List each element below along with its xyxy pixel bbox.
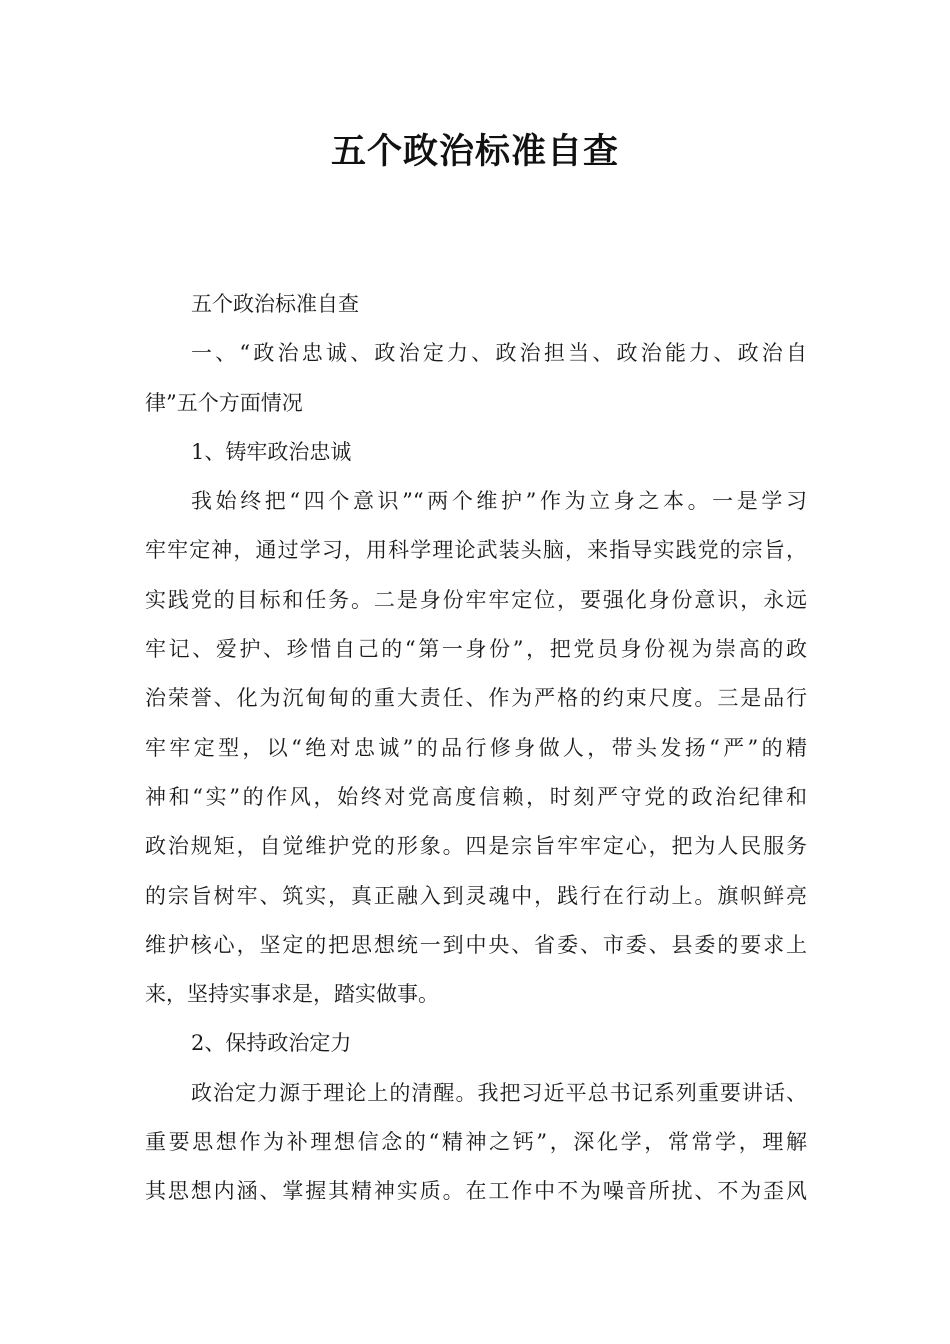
body-line: 我始终把“四个意识”“两个维护”作为立身之本。一是学习 xyxy=(191,489,807,514)
body-line: 政治定力源于理论上的清醒。我把习近平总书记系列重要讲话、 xyxy=(191,1080,807,1105)
body-line: 重要思想作为补理想信念的“精神之钙”，深化学，常常学，理解 xyxy=(145,1130,807,1155)
body-line: 一、“政治忠诚、政治定力、政治担当、政治能力、政治自 xyxy=(191,341,807,366)
body-line: 治荣誉、化为沉甸甸的重大责任、作为严格的约束尺度。三是品行 xyxy=(145,686,807,711)
body-line: 1、铸牢政治忠诚 xyxy=(191,439,352,464)
body-line: 五个政治标准自查 xyxy=(191,292,359,316)
body-line: 牢记、爱护、珍惜自己的“第一身份”，把党员身份视为崇高的政 xyxy=(145,637,807,662)
body-line: 神和“实”的作风，始终对党高度信赖，时刻严守党的政治纪律和 xyxy=(145,784,807,809)
document-body xyxy=(145,280,807,1217)
body-line: 的宗旨树牢、筑实，真正融入到灵魂中，践行在行动上。旗帜鲜亮 xyxy=(145,883,807,908)
document-title: 五个政治标准自查 xyxy=(330,132,619,172)
body-line: 2、保持政治定力 xyxy=(191,1031,352,1056)
body-line: 实践党的目标和任务。二是身份牢牢定位，要强化身份意识，永远 xyxy=(145,587,807,612)
body-line: 政治规矩，自觉维护党的形象。四是宗旨牢牢定心，把为人民服务 xyxy=(145,834,807,859)
body-line: 律”五个方面情况 xyxy=(145,390,303,415)
body-line: 牢牢定神，通过学习，用科学理论武装头脑，来指导实践党的宗旨， xyxy=(145,538,807,563)
body-line: 维护核心，坚定的把思想统一到中央、省委、市委、县委的要求上 xyxy=(145,932,807,957)
body-line: 来，坚持实事求是，踏实做事。 xyxy=(145,982,439,1007)
body-line: 其思想内涵、掌握其精神实质。在工作中不为噪音所扰、不为歪风 xyxy=(145,1179,807,1204)
body-line: 牢牢定型，以“绝对忠诚”的品行修身做人，带头发扬“严”的精 xyxy=(145,735,807,760)
